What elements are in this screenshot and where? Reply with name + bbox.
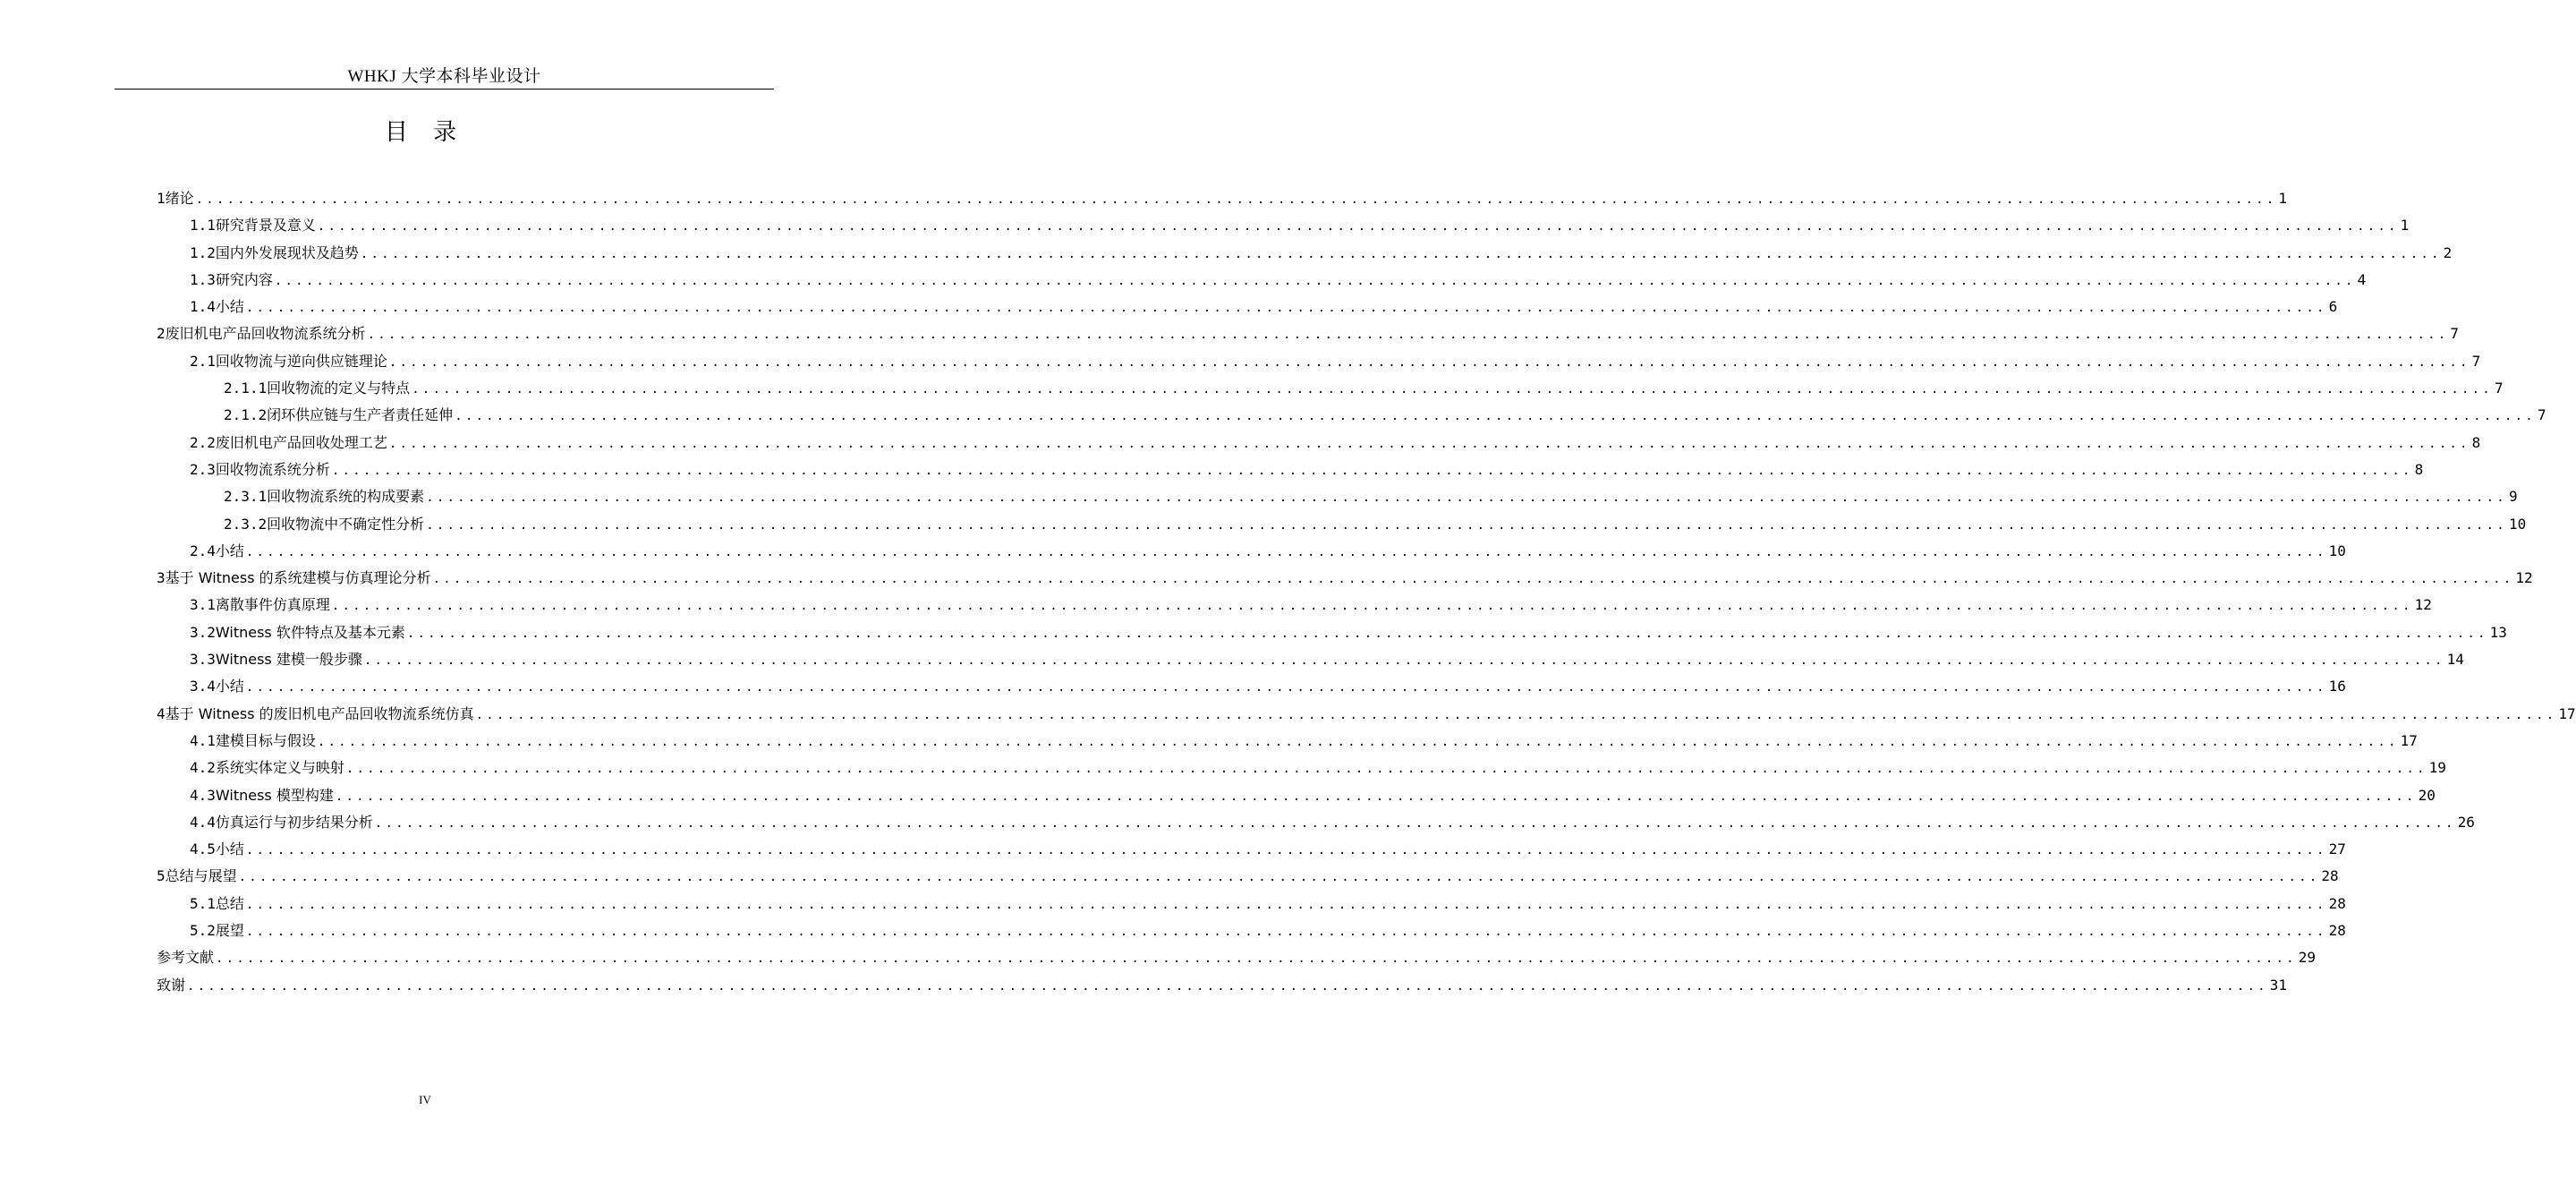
toc-entry-number: 4.1 [190, 731, 216, 749]
toc-entry[interactable] [157, 863, 2339, 890]
toc-entry[interactable] [157, 646, 2464, 673]
toc-dot-leader: ........................................................................................................................................................................................................ [245, 301, 2327, 316]
toc-entry-number: 4.4 [190, 813, 216, 831]
toc-entry-number: 1.4 [190, 298, 216, 316]
toc-entry-title: 离散事件仿真原理 [215, 596, 330, 614]
toc-dot-leader: ........................................................................................................................................................................................................ [245, 843, 2327, 858]
toc-entry-page: 31 [2269, 976, 2288, 994]
toc-entry-number: 3.3 [190, 651, 216, 669]
toc-entry[interactable] [157, 212, 2410, 239]
running-header: WHKJ 大学本科毕业设计 [347, 67, 541, 86]
toc-dot-leader: ........................................................................................................................................................................................................ [216, 951, 2297, 967]
toc-entry-page: 17 [2558, 704, 2576, 722]
toc-dot-leader: ........................................................................................................................................................................................................ [345, 762, 2427, 777]
toc-entry-title: 小结 [215, 542, 244, 559]
toc-entry-page: 7 [2450, 325, 2460, 343]
toc-dot-leader: ........................................................................................................................................................................................................ [406, 626, 2488, 641]
toc-entry-title: 展望 [215, 922, 244, 940]
toc-dot-leader: ........................................................................................................................................................................................................ [367, 328, 2449, 343]
toc-entry[interactable] [157, 728, 2418, 755]
toc-entry-title: 致谢 [157, 976, 186, 994]
toc-entry[interactable] [157, 294, 2338, 320]
toc-entry[interactable] [157, 511, 2527, 538]
toc-dot-leader: ........................................................................................................................................................................................................ [388, 436, 2470, 451]
toc-entry-page: 2 [2443, 243, 2453, 261]
toc-entry-page: 19 [2428, 759, 2446, 777]
toc-entry-number: 2.2 [190, 433, 216, 451]
toc-entry-page: 7 [2471, 352, 2481, 370]
toc-entry-number: 2.1.1 [224, 380, 268, 397]
toc-dot-leader: ........................................................................................................................................................................................................ [360, 246, 2442, 261]
toc-entry-page: 27 [2328, 840, 2346, 858]
toc-entry-number: 2.1.2 [224, 406, 268, 424]
toc-entry[interactable] [157, 809, 2475, 836]
toc-entry[interactable] [157, 267, 2367, 294]
toc-entry-page: 7 [2537, 406, 2546, 424]
toc-entry-title: 总结与展望 [165, 867, 237, 885]
header-divider [115, 89, 774, 90]
toc-entry-page: 6 [2328, 298, 2338, 316]
toc-entry-number: 3.2 [190, 623, 216, 641]
toc-entry-title: 回收物流系统分析 [215, 460, 330, 478]
toc-entry-page: 14 [2446, 651, 2464, 669]
toc-dot-leader: ........................................................................................................................................................................................................ [335, 789, 2417, 804]
toc-entry[interactable] [157, 755, 2446, 781]
toc-entry-number: 5 [157, 867, 166, 885]
toc-dot-leader: ........................................................................................................................................................................................................ [455, 409, 2536, 424]
toc-dot-leader: ........................................................................................................................................................................................................ [245, 680, 2327, 695]
toc-entry-page: 28 [2328, 894, 2346, 912]
toc-entry-number: 2 [157, 325, 166, 343]
toc-entry-number: 4.3 [190, 786, 216, 804]
toc-entry-page: 28 [2328, 922, 2346, 940]
toc-entry-title: 小结 [215, 678, 244, 695]
toc-entry-title: 小结 [215, 840, 244, 858]
toc-entry[interactable] [157, 348, 2481, 375]
toc-entry-title: 研究内容 [215, 270, 273, 288]
toc-dot-leader: ........................................................................................................................................................................................................ [187, 978, 2268, 994]
toc-entry-page: 10 [2508, 515, 2527, 533]
toc-dot-leader: ........................................................................................................................................................................................................ [426, 491, 2507, 506]
toc-entry-title: 基于 Witness 的系统建模与仿真理论分析 [165, 569, 431, 587]
toc-dot-leader: ........................................................................................................................................................................................................ [317, 219, 2399, 235]
toc-entry[interactable] [157, 836, 2346, 863]
toc-dot-leader: ........................................................................................................................................................................................................ [317, 734, 2399, 749]
toc-entry[interactable] [157, 972, 2288, 999]
toc-dot-leader: ........................................................................................................................................................................................................ [245, 925, 2327, 940]
toc-entry[interactable] [157, 483, 2518, 510]
toc-entry[interactable] [157, 673, 2346, 700]
toc-dot-leader: ........................................................................................................................................................................................................ [331, 463, 2413, 478]
toc-dot-leader: ........................................................................................................................................................................................................ [412, 382, 2493, 397]
toc-dot-leader: ........................................................................................................................................................................................................ [238, 870, 2320, 885]
toc-entry-page: 4 [2357, 270, 2367, 288]
toc-entry-page: 8 [2414, 460, 2424, 478]
toc-dot-leader: ........................................................................................................................................................................................................ [475, 707, 2557, 722]
toc-entry-number: 4.5 [190, 840, 216, 858]
toc-entry-page: 8 [2471, 433, 2481, 451]
toc-dot-leader: ........................................................................................................................................................................................................ [426, 517, 2507, 533]
toc-entry[interactable] [157, 240, 2453, 267]
toc-entry-page: 29 [2298, 949, 2317, 967]
toc-entry-page: 12 [2414, 596, 2432, 614]
toc-entry-page: 1 [2400, 217, 2410, 235]
toc-entry-number: 3 [157, 569, 166, 587]
toc-entry-title: Witness 建模一般步骤 [215, 651, 362, 669]
toc-dot-leader: ........................................................................................................................................................................................................ [331, 599, 2413, 614]
toc-entry[interactable] [157, 565, 2533, 592]
toc-entry-number: 2.3.2 [224, 515, 268, 533]
toc-entry-number: 4 [157, 704, 166, 722]
toc-entry-title: 基于 Witness 的废旧机电产品回收物流系统仿真 [165, 704, 474, 722]
toc-entry-number: 2.3 [190, 460, 216, 478]
toc-entry-page: 20 [2418, 786, 2436, 804]
toc-entry-title: 研究背景及意义 [215, 217, 316, 235]
toc-entry-title: 闭环供应链与生产者责任延伸 [267, 406, 454, 424]
toc-entry-page: 7 [2494, 380, 2504, 397]
toc-entry-number: 2.1 [190, 352, 216, 370]
page-number: IV [419, 1093, 431, 1106]
toc-entry-title: 回收物流与逆向供应链理论 [215, 352, 387, 370]
toc-entry-title: 建模目标与假设 [215, 731, 316, 749]
toc-entry-page: 28 [2321, 867, 2339, 885]
toc-dot-leader: ........................................................................................................................................................................................................ [432, 572, 2514, 587]
toc-dot-leader: ........................................................................................................................................................................................................ [374, 815, 2456, 831]
toc-entry-title: 总结 [215, 894, 244, 912]
toc-entry-page: 1 [2278, 190, 2288, 207]
toc-entry-title: 小结 [215, 298, 244, 316]
toc-entry-title: 回收物流系统的构成要素 [267, 488, 425, 506]
toc-entry[interactable] [157, 538, 2346, 565]
toc-entry[interactable] [157, 185, 2288, 212]
toc-entry-page: 17 [2400, 731, 2418, 749]
toc-entry[interactable] [157, 701, 2576, 728]
toc-dot-leader: ........................................................................................................................................................................................................ [195, 192, 2277, 207]
toc-entry-number: 1 [157, 190, 166, 207]
toc-entry[interactable] [157, 917, 2346, 944]
toc-entry-title: 废旧机电产品回收处理工艺 [215, 433, 387, 451]
toc-entry-title: 参考文献 [157, 949, 215, 967]
toc-entry-number: 3.1 [190, 596, 216, 614]
toc-entry[interactable] [157, 320, 2460, 347]
toc-entry-page: 9 [2508, 488, 2518, 506]
toc-entry-page: 26 [2457, 813, 2475, 831]
toc-entry-number: 2.4 [190, 542, 216, 559]
toc-dot-leader: ........................................................................................................................................................................................................ [245, 897, 2327, 912]
toc-entry[interactable] [157, 944, 2317, 971]
toc-entry-number: 1.1 [190, 217, 216, 235]
toc-entry-title: 回收物流的定义与特点 [267, 380, 411, 397]
toc-entry-page: 10 [2328, 542, 2346, 559]
table-of-contents [157, 185, 2576, 999]
toc-entry-number: 5.2 [190, 922, 216, 940]
toc-entry-number: 1.2 [190, 243, 216, 261]
toc-entry[interactable] [157, 430, 2481, 456]
toc-entry[interactable] [157, 891, 2346, 917]
toc-dot-leader: ........................................................................................................................................................................................................ [274, 273, 2356, 288]
toc-entry-number: 3.4 [190, 678, 216, 695]
toc-entry[interactable] [157, 782, 2436, 809]
toc-entry-title: 废旧机电产品回收物流系统分析 [165, 325, 366, 343]
toc-entry-number: 4.2 [190, 759, 216, 777]
toc-entry[interactable] [157, 402, 2546, 429]
toc-entry[interactable] [157, 592, 2432, 619]
toc-dot-leader: ........................................................................................................................................................................................................ [363, 653, 2445, 669]
toc-dot-leader: ........................................................................................................................................................................................................ [245, 544, 2327, 559]
toc-entry-title: 仿真运行与初步结果分析 [215, 813, 373, 831]
toc-entry-title: 国内外发展现状及趋势 [215, 243, 359, 261]
toc-entry-title: 回收物流中不确定性分析 [267, 515, 425, 533]
page-title: 目 录 [384, 119, 466, 146]
toc-entry[interactable] [157, 619, 2507, 646]
toc-entry-number: 5.1 [190, 894, 216, 912]
toc-entry-number: 1.3 [190, 270, 216, 288]
toc-entry-title: Witness 软件特点及基本元素 [215, 623, 405, 641]
toc-entry[interactable] [157, 375, 2504, 402]
toc-entry-page: 13 [2489, 623, 2507, 641]
toc-entry-title: Witness 模型构建 [215, 786, 334, 804]
toc-entry[interactable] [157, 456, 2424, 483]
toc-entry-number: 2.3.1 [224, 488, 268, 506]
toc-entry-title: 系统实体定义与映射 [215, 759, 344, 777]
toc-dot-leader: ........................................................................................................................................................................................................ [388, 354, 2470, 370]
toc-entry-page: 12 [2515, 569, 2533, 587]
toc-entry-title: 绪论 [165, 190, 194, 207]
toc-entry-page: 16 [2328, 678, 2346, 695]
